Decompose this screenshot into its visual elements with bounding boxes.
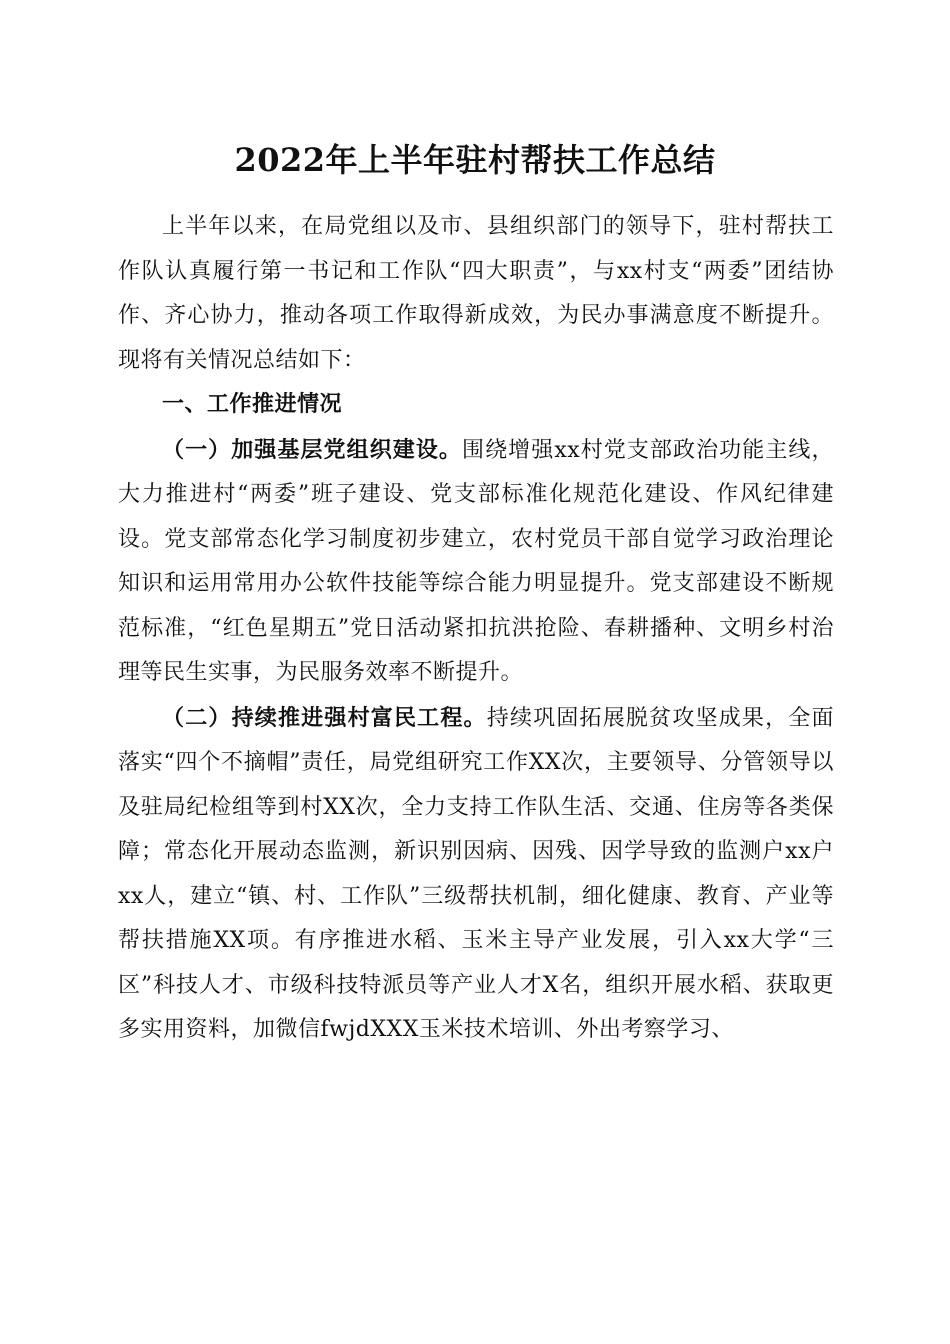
item-1-text: 围绕增强xx村党支部政治功能主线，大力推进村“两委”班子建设、党支部标准化规范化建设、作风纪律建设。党支部常态化学习制度初步建立，农村党员干部自觉学习政治理论知识和运用常用办公软件技能等综合能力明显提升。党支部建设不断规范标准，“红色星期五”党日活动紧扣抗洪抢险、春耕播种、文明乡村治理等民生实事，为民服务效率不断提升。 xyxy=(118,437,834,685)
document-body xyxy=(118,205,834,1053)
item-2-label: （二）持续推进强村富民工程。 xyxy=(162,704,487,731)
item-1-label: （一）加强基层党组织建设。 xyxy=(162,436,463,463)
paragraph-item-1 xyxy=(118,428,834,696)
paragraph-item-2 xyxy=(118,696,834,1053)
intro-paragraph: 上半年以来，在局党组以及市、县组织部门的领导下，驻村帮扶工作队认真履行第一书记和工作队“四大职责”，与xx村支“两委”团结协作、齐心协力，推动各项工作取得新成效，为民办事满意度不断提升。现将有关情况总结如下： xyxy=(118,214,834,373)
document-title: 2022年上半年驻村帮扶工作总结 xyxy=(234,141,716,179)
section-heading-1: 一、工作推进情况 xyxy=(162,392,343,417)
item-2-text: 持续巩固拓展脱贫攻坚成果，全面落实“四个不摘帽”责任，局党组研究工作XX次，主要领导、分管领导以及驻局纪检组等到村XX次，全力支持工作队生活、交通、住房等各类保障；常态化开展动态监测，新识别因病、因残、因学导致的监测户xx户xx人，建立“镇、村、工作队”三级帮扶机制，细化健康、教育、产业等帮扶措施XX项。有序推进水稻、玉米主导产业发展，引入xx大学“三区”科技人才、市级科技特派员等产业人才X名，组织开展水稻、获取更多实用资料，加微信fwjdXXX玉米技术培训、外出考察学习、 xyxy=(118,705,834,1042)
